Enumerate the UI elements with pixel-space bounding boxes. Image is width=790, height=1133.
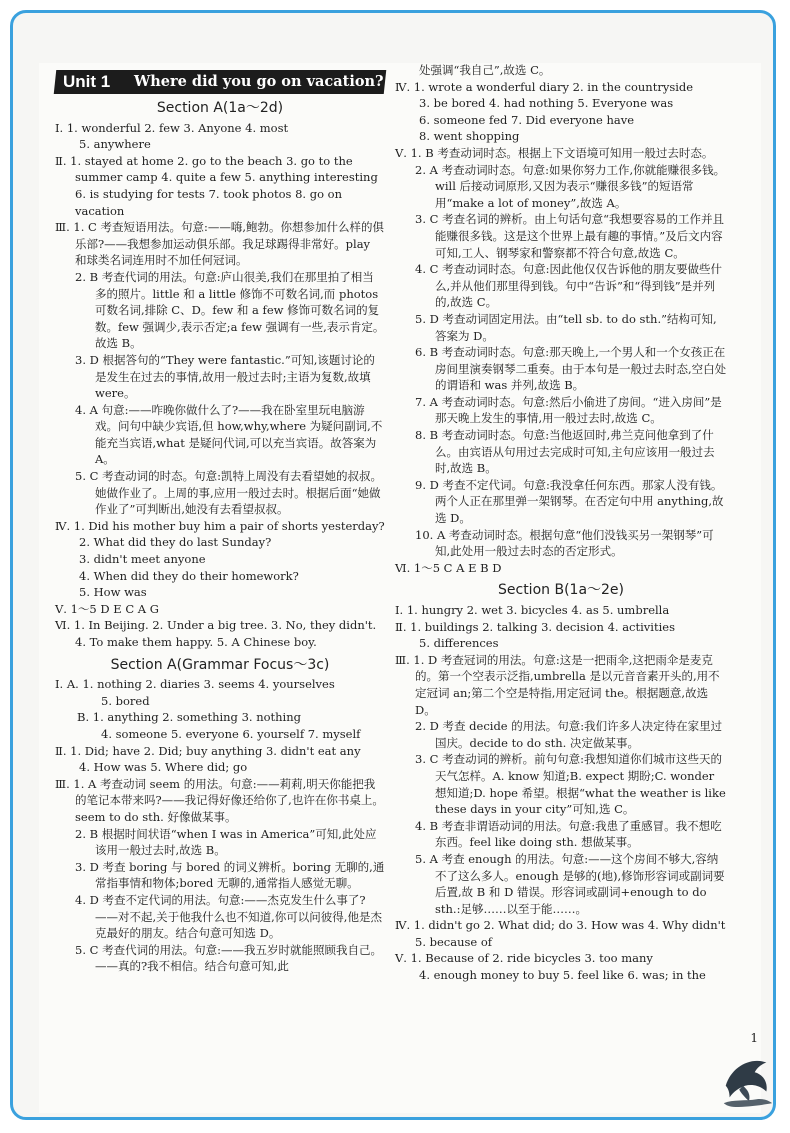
- answer-line: Ⅱ. 1. Did; have 2. Did; buy anything 3. didn't eat any: [55, 743, 361, 758]
- answer-line: 3. C 考查动词的辨析。前句句意:我想知道你们城市这些天的天气怎样。A. know 知道;B. expect 期盼;C. wonder 想知道;D. hope 希望。根据“what the weather is like these days in your city”可知,选 C。: [415, 752, 726, 817]
- answer-line: 3. C 考查名词的辨析。由上句话句意“我想要容易的工作并且能赚很多钱。这是这个世界上最有趣的事情。”及后文内容可知,工人、钢琴家和警察都不符合句意,故选 C。: [415, 212, 724, 260]
- answer-line: 10. A 考查动词时态。根据句意“他们没钱买另一架钢琴”可知,此处用一般过去时态的否定形式。: [415, 527, 714, 559]
- answer-line: Ⅴ. 1. Because of 2. ride bicycles 3. too many: [395, 951, 653, 966]
- answer-line: 2. A 考查动词时态。句意:如果你努力工作,你就能赚很多钱。will 后接动词原形,又因为表示“赚很多钱”的短语常用“make a lot of money”,故选 A。: [415, 162, 726, 210]
- answer-line: Ⅲ. 1. C 考查短语用法。句意:——嗨,鲍勃。你想参加什么样的俱乐部?——我想参加运动俱乐部。我足球踢得非常好。play 和球类名词连用时不加任何冠词。: [55, 220, 385, 268]
- answer-line: 7. A 考查动词时态。句意:然后小偷进了房间。“进入房间”是那天晚上发生的事情,用一般过去时,故选 C。: [415, 394, 722, 426]
- answer-line: 3. didn't meet anyone: [79, 552, 206, 567]
- answer-line: Ⅴ. 1. B 考查动词时态。根据上下文语境可知用一般过去时态。: [395, 145, 714, 160]
- answer-line: 2. B 考查代词的用法。句意:庐山很美,我们在那里拍了相当多的照片。little 和 a little 修饰不可数名词,而 photos 可数名词,排除 C、D。few 和 a few 修饰可数名词的复数。few 强调少,表示否定;a few 强调有一些,表示肯定。故选 B。: [75, 269, 385, 351]
- answer-line: 4. A 句意:——咋晚你做什么了?——我在卧室里玩电脑游戏。问句中缺少宾语,但 how,why,where 为疑问副词,不能充当宾语,what 是疑问代词,可以充当宾语。故答案为 A。: [75, 402, 383, 467]
- answer-line: Ⅰ. 1. hungry 2. wet 3. bicycles 4. as 5. umbrella: [395, 603, 670, 617]
- page-number: 1: [750, 1031, 758, 1045]
- answer-line: 4. D 考查不定代词的用法。句意:——杰克发生什么事了?——对不起,关于他我什么也不知道,你可以问彼得,他是杰克最好的朋友。结合句意可知选 D。: [75, 892, 382, 941]
- answer-line: 3. D 考查 boring 与 bored 的词义辨析。boring 无聊的,通常指事情和物体;bored 无聊的,通常指人感觉无聊。: [75, 859, 385, 891]
- answer-line: 2. B 根据时间状语“when I was in America”可知,此处应该用一般过去时,故选 B。: [75, 826, 377, 858]
- answer-line: Ⅲ. 1. A 考查动词 seem 的用法。句意:——莉莉,明天你能把我的笔记本带来吗?——我记得好像还给你了,也许在你书桌上。seem to do sth. 好像做某事。: [55, 776, 384, 824]
- answer-line: Ⅲ. 1. D 考查冠词的用法。句意:这是一把雨伞,这把雨伞是麦克的。第一个空表示泛指,umbrella 是以元音音素开头的,用不定冠词 an;第二个空是特指,用定冠词 the。根据题意,故选 D。: [395, 652, 720, 717]
- section-heading: Section B(1a～2e): [498, 582, 624, 599]
- answer-line: 4. B 考查非谓语动词的用法。句意:我患了重感冒。我不想吃东西。feel like doing sth. 想做某事。: [415, 818, 722, 850]
- answer-line: 4. How was 5. Where did; go: [79, 760, 248, 775]
- answer-line: 4. C 考查动词时态。句意:因此他仅仅告诉他的朋友要做些什么,并从他们那里得到钱。句中“告诉”和“得到钱”是并列的,故选 C。: [415, 262, 722, 310]
- answer-line: 2. What did they do last Sunday?: [79, 535, 272, 550]
- answer-line: 8. B 考查动词时态。句意:当他返回时,弗兰克问他拿到了什么。由宾语从句用过去完成时可知,主句应该用一般过去时,故选 B。: [415, 428, 715, 476]
- answer-line: Ⅳ. 1. Did his mother buy him a pair of shorts yesterday?: [55, 518, 385, 533]
- answer-line: 8. went shopping: [419, 129, 520, 144]
- unit-title: Where did you go on vacation?: [134, 72, 384, 90]
- answer-line: 4. enough money to buy 5. feel like 6. was; in the: [419, 968, 706, 983]
- answer-line: 5. C 考查动词的时态。句意:凯特上周没有去看望她的叔叔。她做作业了。上周的事,应用一般过去时。根据后面“她做作业了”可判断出,她没有去看望叔叔。: [75, 469, 382, 517]
- answer-line: 3. D 根据答句的“They were fantastic.”可知,该题讨论的是发生在过去的事情,故用一般过去时;主语为复数,故填 were。: [75, 352, 375, 401]
- unit-banner: [54, 70, 387, 94]
- answer-line: 3. be bored 4. had nothing 5. Everyone was: [419, 96, 674, 111]
- answer-line: 2. D 考查 decide 的用法。句意:我们许多人决定待在家里过国庆。decide to do sth. 决定做某事。: [415, 719, 723, 750]
- answer-line: 5. bored: [101, 693, 150, 708]
- answer-line: 4. When did they do their homework?: [79, 568, 299, 583]
- unit-label: Unit 1: [63, 71, 111, 91]
- answer-line: 6. B 考查动词时态。句意:那天晚上,一个男人和一个女孩正在房间里演奏钢琴二重奏。由于本句是一般过去时态,空白处的谓语和 was 并列,故选 B。: [415, 345, 727, 393]
- answer-line: Ⅵ. 1～5 C A E B D: [395, 560, 502, 575]
- answer-line: Ⅴ. 1～5 D E C A G: [55, 601, 159, 616]
- answer-line: 5. differences: [419, 636, 499, 651]
- answer-line: 5. anywhere: [79, 137, 151, 152]
- right-column: [395, 62, 727, 984]
- answer-line: Ⅰ. 1. wonderful 2. few 3. Anyone 4. most: [55, 120, 289, 135]
- answer-line: 5. A 考查 enough 的用法。句意:——这个房间不够大,容纳不了这么多人。enough 是够的(地),修饰形容词或副词要后置,故 B 和 D 错误。形容词或副词+enough to do sth.:足够……以至于能……。: [415, 851, 725, 916]
- left-column: [55, 62, 385, 975]
- answer-line: Ⅱ. 1. stayed at home 2. go to the beach 3. go to the summer camp 4. quite a few 5. anything interesting 6. is studying for tests 7. took photos 8. go on vacation: [55, 153, 378, 218]
- answer-line: Ⅳ. 1. wrote a wonderful diary 2. in the countryside: [395, 79, 694, 94]
- answer-line: 5. D 考查动词固定用法。由“tell sb. to do sth.”结构可知,答案为 D。: [415, 311, 717, 343]
- answer-line: B. 1. anything 2. something 3. nothing: [77, 710, 302, 725]
- answer-line: 5. How was: [79, 585, 147, 600]
- section-heading: Section A(1a～2d): [156, 100, 284, 116]
- answer-line: 5. C 考查代词的用法。句意:——我五岁时就能照顾我自己。——真的?我不相信。结合句意可知,此: [75, 942, 382, 974]
- answer-line: 9. D 考查不定代词。句意:我没拿任何东西。那家人没有钱。两个人正在那里弹一架钢琴。在否定句中用 anything,故选 D。: [415, 477, 724, 526]
- answer-line: Ⅱ. 1. buildings 2. talking 3. decision 4. activities: [395, 619, 675, 634]
- dolphin-icon: [718, 1047, 776, 1109]
- answer-line: 处强调“我自己”,故选 C。: [419, 63, 551, 77]
- answer-line: 4. someone 5. everyone 6. yourself 7. myself: [101, 726, 361, 741]
- section-heading: Section A(Grammar Focus～3c): [110, 656, 330, 673]
- answer-line: 6. someone fed 7. Did everyone have: [419, 112, 635, 127]
- answer-line: Ⅵ. 1. In Beijing. 2. Under a big tree. 3. No, they didn't. 4. To make them happy. 5. A Chinese boy.: [55, 618, 377, 649]
- answer-line: Ⅰ. A. 1. nothing 2. diaries 3. seems 4. yourselves: [55, 677, 335, 692]
- answer-line: Ⅳ. 1. didn't go 2. What did; do 3. How was 4. Why didn't 5. because of: [395, 918, 726, 949]
